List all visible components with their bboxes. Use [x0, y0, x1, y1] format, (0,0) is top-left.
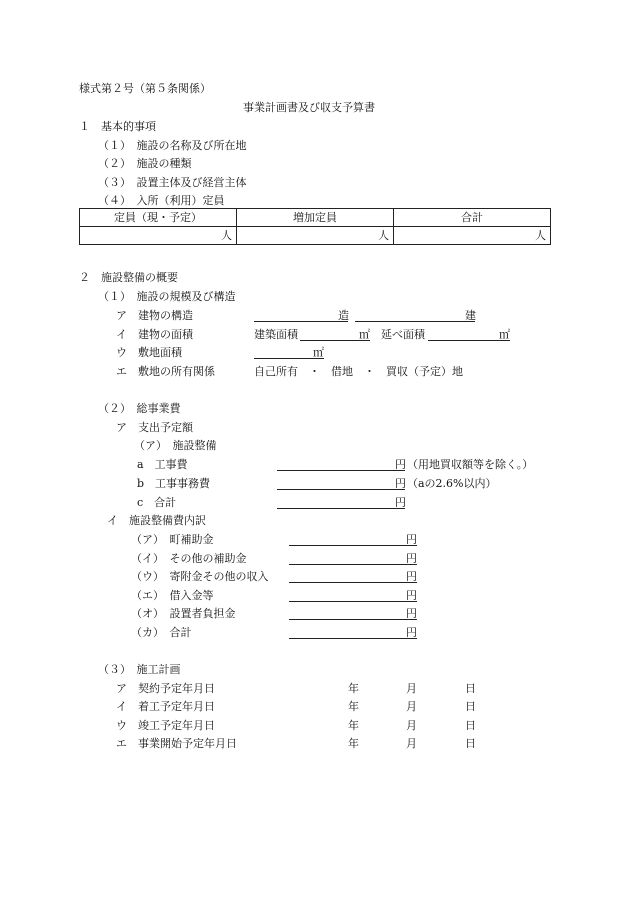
- label-loans: （エ） 借入金等: [131, 589, 214, 602]
- unit-month: 月: [406, 700, 417, 713]
- unit-yen: 円: [406, 589, 417, 602]
- item-facility-name: （１） 施設の名称及び所在地: [98, 139, 247, 152]
- blank-floors[interactable]: [355, 321, 475, 322]
- section-1-heading: １ 基本的事項: [79, 120, 156, 133]
- label-contract-date: ア 契約予定年月日: [116, 682, 215, 695]
- label-start-date: イ 着工予定年月日: [116, 700, 215, 713]
- unit-year: 年: [348, 700, 359, 713]
- label-site-ownership: エ 敷地の所有関係: [116, 365, 215, 378]
- item-facility-type: （２） 施設の種類: [98, 157, 192, 170]
- unit-month: 月: [406, 682, 417, 695]
- label-construction-cost: a 工事費: [137, 458, 188, 471]
- sub3-heading: （３） 施工計画: [98, 663, 181, 676]
- unit-zou: 造: [338, 309, 349, 322]
- unit-sqm: ㎡: [313, 346, 324, 359]
- blank-other-subsidy[interactable]: [289, 564, 417, 565]
- capacity-table: [79, 208, 551, 245]
- note-construction-cost: （用地買収額等を除く。）: [407, 458, 534, 471]
- unit-year: 年: [348, 737, 359, 750]
- unit-sqm: ㎡: [499, 328, 510, 341]
- table-header-row: [80, 209, 551, 227]
- label-donations: （ウ） 寄附金その他の収入: [131, 570, 269, 583]
- blank-donations[interactable]: [289, 582, 417, 583]
- unit-month: 月: [406, 719, 417, 732]
- unit-day: 日: [465, 682, 476, 695]
- label-building-area: イ 建物の面積: [116, 328, 193, 341]
- header-increase: 増加定員: [237, 209, 394, 227]
- item-capacity: （４） 入所（利用）定員: [98, 194, 225, 207]
- document-title: 事業計画書及び収支予算書: [243, 101, 375, 114]
- blank-structure[interactable]: [254, 321, 348, 322]
- label-building-structure: ア 建物の構造: [116, 309, 193, 322]
- unit-month: 月: [406, 737, 417, 750]
- unit-yen: 円: [406, 533, 417, 546]
- blank-construction-cost[interactable]: [277, 470, 405, 471]
- blank-expenditure-total[interactable]: [277, 508, 405, 509]
- table-row: [80, 227, 551, 245]
- ownership-options[interactable]: 自己所有 ・ 借地 ・ 買収（予定）地: [254, 365, 463, 378]
- blank-total-floor-area[interactable]: [428, 340, 510, 341]
- cell-total[interactable]: 人: [394, 227, 551, 245]
- label-facility-construction: （ア） 施設整備: [134, 439, 217, 452]
- label-site-area: ウ 敷地面積: [116, 346, 182, 359]
- sub2-heading: （２） 総事業費: [98, 402, 181, 415]
- label-other-subsidy: （イ） その他の補助金: [131, 552, 247, 565]
- note-admin-cost: （aの2.6%以内）: [407, 477, 497, 490]
- blank-owner-contribution[interactable]: [289, 619, 417, 620]
- unit-yen: 円: [406, 570, 417, 583]
- unit-yen: 円: [395, 458, 406, 471]
- unit-yen: 円: [395, 477, 406, 490]
- label-owner-contribution: （オ） 設置者負担金: [131, 607, 236, 620]
- label-town-subsidy: （ア） 町補助金: [131, 533, 214, 546]
- label-breakdown-total: （カ） 合計: [131, 626, 192, 639]
- blank-loans[interactable]: [289, 601, 417, 602]
- header-total: 合計: [394, 209, 551, 227]
- blank-breakdown-total[interactable]: [289, 638, 417, 639]
- label-planned-expenditure: ア 支出予定額: [116, 421, 193, 434]
- sub1-heading: （１） 施設の規模及び構造: [98, 290, 236, 303]
- label-building-footprint: 建築面積: [254, 328, 298, 341]
- cell-increase[interactable]: 人: [237, 227, 394, 245]
- section-2-heading: ２ 施設整備の概要: [79, 271, 178, 284]
- unit-day: 日: [465, 700, 476, 713]
- unit-year: 年: [348, 719, 359, 732]
- unit-yen: 円: [406, 607, 417, 620]
- cell-current-capacity[interactable]: 人: [80, 227, 237, 245]
- unit-sqm: ㎡: [359, 328, 370, 341]
- label-total-floor-area: 延べ面積: [381, 328, 425, 341]
- unit-date: 建: [465, 309, 476, 322]
- blank-admin-cost[interactable]: [277, 489, 405, 490]
- header-current-capacity: 定員（現・予定）: [80, 209, 237, 227]
- unit-year: 年: [348, 682, 359, 695]
- unit-yen: 円: [406, 626, 417, 639]
- item-operator: （３） 設置主体及び経営主体: [98, 176, 247, 189]
- blank-town-subsidy[interactable]: [289, 545, 417, 546]
- unit-day: 日: [465, 719, 476, 732]
- label-completion-date: ウ 竣工予定年月日: [116, 719, 215, 732]
- form-id: 様式第２号（第５条関係）: [79, 82, 211, 95]
- unit-yen: 円: [395, 496, 406, 509]
- label-expenditure-total: c 合計: [137, 496, 177, 509]
- label-admin-cost: b 工事事務費: [137, 477, 211, 490]
- unit-yen: 円: [406, 552, 417, 565]
- unit-day: 日: [465, 737, 476, 750]
- label-operation-start-date: エ 事業開始予定年月日: [116, 737, 237, 750]
- label-cost-breakdown: イ 施設整備費内訳: [107, 514, 206, 527]
